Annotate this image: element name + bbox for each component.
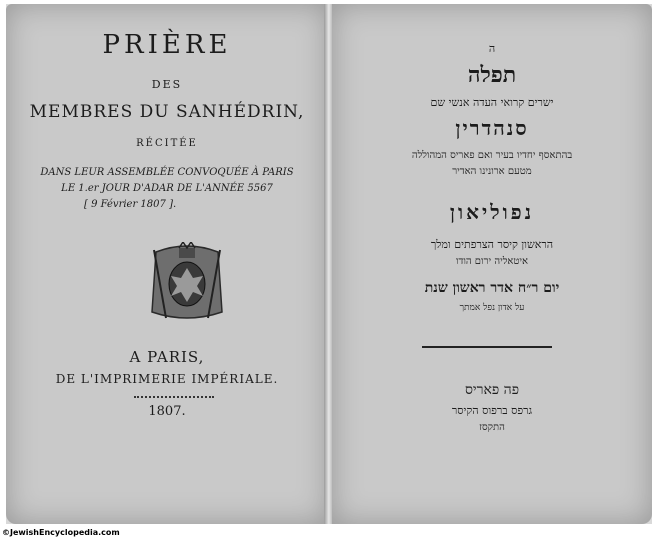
right-page: [332, 4, 652, 524]
hebrew-line-3: מטעם ארונינו האדיר: [452, 166, 532, 177]
hebrew-line-2: בהתאסף יחדיו בעיר ואם פאריס המהוללה: [411, 150, 573, 161]
page-title: PRIÈRE: [102, 30, 232, 60]
hebrew-sanhedrin: סנהדרין: [455, 116, 529, 140]
left-page: [6, 4, 328, 524]
page-mark: ה: [488, 42, 496, 55]
assembly-line-1: DANS LEUR ASSEMBLÉE CONVOQUÉE À PARIS: [40, 167, 294, 178]
hebrew-line-5: איטאליה ירום הודו: [455, 256, 529, 267]
hebrew-publisher: גרפס ברפוס הקיסר: [451, 404, 533, 417]
recitee-label: RÉCITÉE: [136, 138, 198, 149]
title-des: DES: [151, 78, 183, 91]
date-line: [ 9 Février 1807 ].: [84, 199, 177, 210]
hebrew-title: תפלה: [467, 62, 517, 88]
hebrew-year: התקסז: [479, 422, 505, 433]
imperial-crest-icon: [146, 242, 228, 322]
copyright-credit: ©JewishEncyclopedia.com: [2, 528, 120, 537]
divider-rule: [422, 346, 552, 348]
hebrew-line-1: ישרים קרואי העדה אנשי שם: [430, 96, 554, 109]
open-book: [6, 4, 652, 524]
hebrew-line-4: הראשון קיסר הצרפתים ומלך: [430, 238, 554, 251]
subtitle-members: MEMBRES DU SANHÉDRIN,: [29, 102, 305, 122]
hebrew-napoleon: נפוליאון: [449, 200, 535, 224]
publication-place: A PARIS,: [129, 348, 205, 366]
hebrew-place: פה פאריס: [464, 382, 520, 398]
hebrew-line-7: על אדון נפל אמתך: [459, 303, 525, 313]
assembly-line-2: LE 1.er JOUR D'ADAR DE L'ANNÉE 5567: [61, 183, 273, 194]
publisher: DE L'IMPRIMERIE IMPÉRIALE.: [55, 372, 279, 386]
publication-year: 1807.: [148, 404, 186, 419]
ornamental-rule: [134, 396, 214, 401]
hebrew-line-6: יום ר״ח אדר ראשון שנת: [424, 280, 560, 296]
